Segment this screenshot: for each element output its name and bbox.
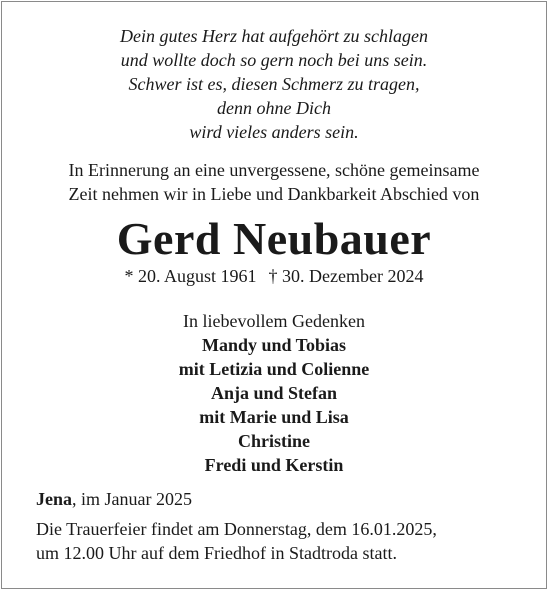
mourner-name: mit Letizia und Colienne <box>178 359 370 379</box>
funeral-notice <box>36 517 516 565</box>
funeral-line: Die Trauerfeier findet am Donnerstag, dem 16.01.2025, <box>36 519 437 539</box>
poem-line: Dein gutes Herz hat aufgehört zu schlagen <box>120 26 428 46</box>
mourner-name: mit Marie und Lisa <box>199 407 349 427</box>
funeral-line: um 12.00 Uhr auf dem Friedhof in Stadtroda statt. <box>36 543 397 563</box>
poem-line: und wollte doch so gern noch bei uns sein. <box>120 50 428 70</box>
intro-line: In Erinnerung an eine unvergessene, schöne gemeinsame <box>68 160 480 180</box>
mourner-name: Christine <box>238 431 310 451</box>
life-dates <box>2 264 546 288</box>
mourners-heading: In liebevollem Gedenken <box>183 311 365 331</box>
death-date: † 30. Dezember 2024 <box>268 266 424 286</box>
mourners-list <box>2 309 546 477</box>
mourner-name: Anja und Stefan <box>210 383 338 403</box>
place-city: Jena <box>36 489 72 509</box>
memorial-poem <box>2 24 546 144</box>
intro-text <box>2 158 546 206</box>
deceased-name: Gerd Neubauer <box>116 213 432 264</box>
birth-date: * 20. August 1961 <box>124 266 257 286</box>
poem-line: Schwer ist es, diesen Schmerz zu tragen, <box>128 74 420 94</box>
place-date <box>36 487 192 511</box>
mourner-name: Mandy und Tobias <box>201 335 347 355</box>
mourner-name: Fredi und Kerstin <box>204 455 344 475</box>
poem-line: denn ohne Dich <box>217 98 331 118</box>
intro-line: Zeit nehmen wir in Liebe und Dankbarkeit Abschied von <box>68 184 480 204</box>
obituary-card <box>1 1 547 589</box>
poem-line: wird vieles anders sein. <box>189 122 359 142</box>
place-month: , im Januar 2025 <box>72 489 192 509</box>
